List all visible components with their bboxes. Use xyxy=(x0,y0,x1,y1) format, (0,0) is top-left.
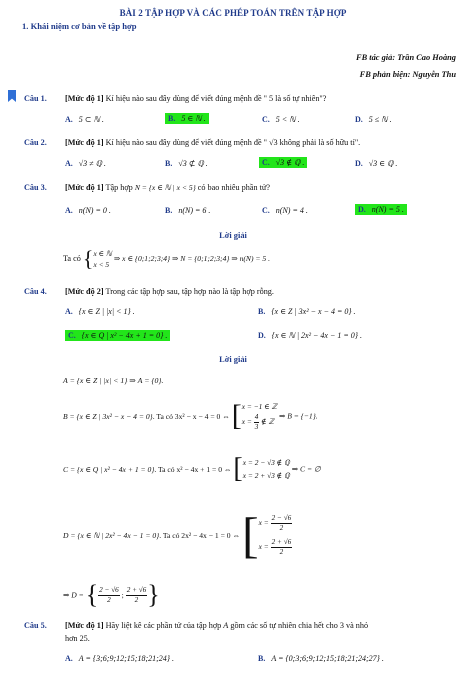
section-heading: 1. Khái niệm cơ bản về tập hợp xyxy=(22,21,137,31)
option-3d[interactable]: D. n(N) = 5 . xyxy=(355,205,407,214)
question-5-text: [Mức độ 1] Hãy liệt kê các phần tử của tập hợp A gồm các số tự nhiên chia hết cho 3 và nhỏ xyxy=(65,621,369,630)
question-4-level: [Mức độ 2] xyxy=(65,287,104,296)
question-1-stem: Kí hiệu nào sau đây dùng để viết đúng mệnh đề " 5 là số tự nhiên"? xyxy=(105,94,327,103)
bookmark-icon[interactable] xyxy=(8,90,16,102)
solution-4-line-d: D = {x ∈ ℕ | 2x² − 4x − 1 = 0}. Ta có 2x² − 4x − 1 = 0 ⇔ [ x = $\frac{2 - √6}{2}$ x = $\frac{2 + √6}{2}$ xyxy=(63,507,292,563)
option-3a[interactable]: A. n(N) = 0 . xyxy=(65,206,111,215)
option-3c[interactable]: C. n(N) = 4 . xyxy=(262,206,308,215)
question-2-label: Câu 2. xyxy=(24,138,47,147)
question-2-text xyxy=(65,138,360,147)
author-credit: FB tác giả: Trần Cao Hoàng xyxy=(356,53,456,62)
solution-4-line-b: B = {x ∈ Z | 3x² − x − 4 = 0}. Ta có 3x² − x − 4 = 0 ⇔ [ x = −1 ∈ ℤ x = $\frac{4}{3}$ ∉ ℤ ⇒ B = {−1}. xyxy=(63,399,318,432)
option-4c[interactable]: C. {x ∈ Q | x² − 4x + 1 = 0} . xyxy=(65,331,170,340)
question-5-label: Câu 5. xyxy=(24,621,47,630)
option-1d[interactable]: D. 5 ≤ ℕ . xyxy=(355,115,392,124)
question-2-level: [Mức độ 1] xyxy=(65,138,104,147)
question-1-level: [Mức độ 1] xyxy=(65,94,104,103)
option-4b[interactable]: B. {x ∈ Z | 3x² − x − 4 = 0} . xyxy=(258,307,356,316)
solution-3-body: Ta có { x ∈ ℕ x < 5 ⇒ x ∈ {0;1;2;3;4} ⇒ N = {0;1;2;3;4} ⇒ n(N) = 5 . xyxy=(63,246,271,271)
question-3-set: N = {x ∈ ℕ | x < 5} xyxy=(134,183,196,192)
option-1b[interactable]: B. 5 ∈ ℕ . xyxy=(165,114,209,123)
question-4-stem: Trong các tập hợp sau, tập hợp nào là tập hợp rỗng. xyxy=(105,287,274,296)
option-5b[interactable]: B. A = {0;3;6;9;12;15;18;21;24;27} . xyxy=(258,654,384,663)
solution-4-line-c: C = {x ∈ Q | x² − 4x + 1 = 0}. Ta có x² − 4x + 1 = 0 ⇔ [ x = 2 − √3 ∉ ℚ x = 2 + √3 ∉ ℚ ⇒ C = ∅ xyxy=(63,453,321,484)
option-2c[interactable]: C. √3 ∉ ℚ . xyxy=(259,158,307,167)
option-2d[interactable]: D. √3 ∈ ℚ . xyxy=(355,159,398,168)
solution-4-line-a: A = {x ∈ Z | |x| < 1} ⇒ A = {0}. xyxy=(63,376,164,385)
option-2b[interactable]: B. √3 ⊄ ℚ . xyxy=(165,159,208,168)
page-title: BÀI 2 TẬP HỢP VÀ CÁC PHÉP TOÁN TRÊN TẬP HỢP xyxy=(119,8,347,18)
option-2a[interactable]: A. √3 ≠ ℚ . xyxy=(65,159,106,168)
option-1c[interactable]: C. 5 < ℕ . xyxy=(262,115,300,124)
question-1-text xyxy=(65,94,326,103)
option-3b[interactable]: B. n(N) = 6 . xyxy=(165,206,211,215)
question-5-level: [Mức độ 1] xyxy=(65,621,104,630)
solution-heading-4: Lời giải xyxy=(219,355,247,364)
option-5a[interactable]: A. A = {3;6;9;12;15;18;21;24} . xyxy=(65,654,174,663)
question-4-label: Câu 4. xyxy=(24,287,47,296)
question-4-text xyxy=(65,287,274,296)
option-4a[interactable]: A. {x ∈ Z | |x| < 1} . xyxy=(65,307,135,316)
question-1-label: Câu 1. xyxy=(24,94,47,103)
question-3-level: [Mức độ 1] xyxy=(65,183,104,192)
reviewer-credit: FB phản biện: Nguyễn Thu xyxy=(359,70,456,79)
question-3-text: [Mức độ 1] Tập hợp N = {x ∈ ℕ | x < 5} có bao nhiêu phần tử? xyxy=(65,183,270,192)
question-2-stem: Kí hiệu nào sau đây dùng để viết đúng mệnh đề " √3 không phải là số hữu tỉ". xyxy=(105,138,361,147)
option-1a[interactable]: A. 5 ⊂ ℕ . xyxy=(65,115,104,124)
question-3-label: Câu 3. xyxy=(24,183,47,192)
solution-4-line-e: ⇒ D = { $\frac{2 - √6}{2}$ ; $\frac{2 + √6}{2}$ } xyxy=(63,580,160,609)
solution-heading-3: Lời giải xyxy=(219,231,247,240)
question-5-text-cont: hơn 25. xyxy=(65,634,90,643)
option-4d[interactable]: D. {x ∈ ℕ | 2x² − 4x − 1 = 0} . xyxy=(258,331,362,340)
